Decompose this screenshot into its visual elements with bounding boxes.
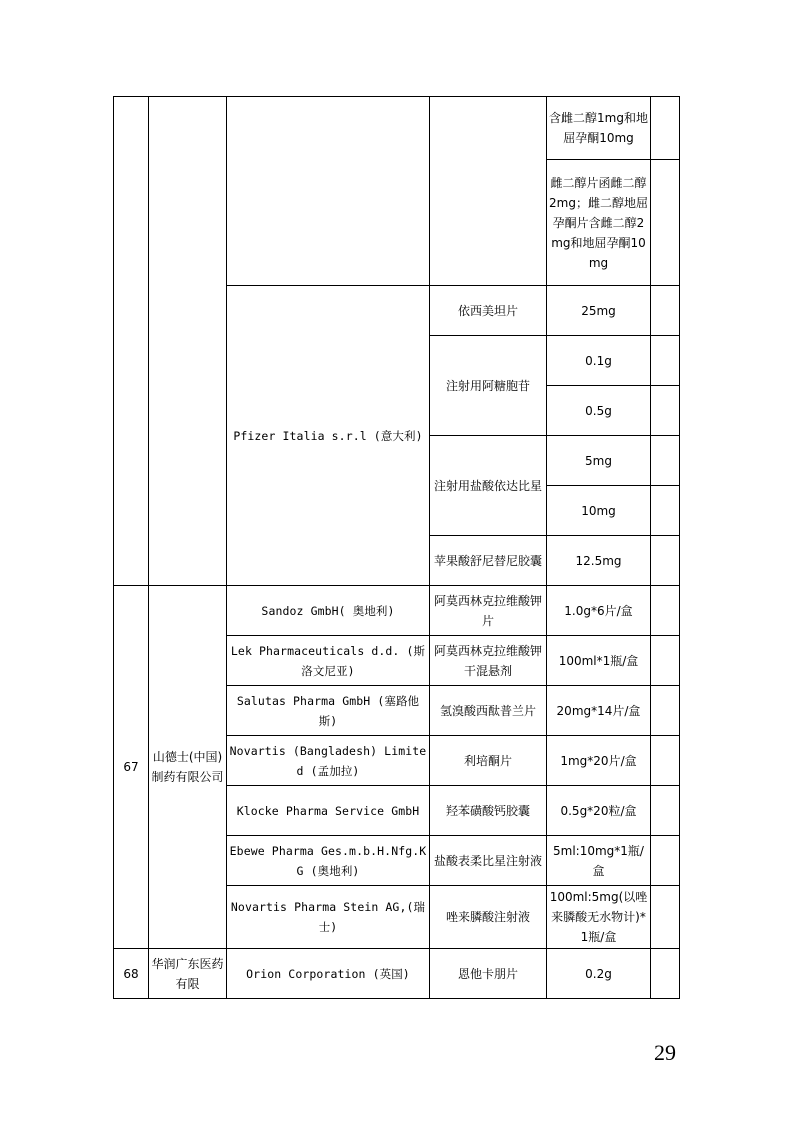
manufacturer-cell: Ebewe Pharma Ges.m.b.H.Nfg.KG (奥地利) <box>227 836 430 886</box>
product-cell <box>430 97 547 286</box>
remark-cell <box>651 336 680 386</box>
product-cell: 氢溴酸西酞普兰片 <box>430 686 547 736</box>
manufacturer-cell: Novartis (Bangladesh) Limited (孟加拉) <box>227 736 430 786</box>
remark-cell <box>651 949 680 999</box>
spec-cell: 1mg*20片/盒 <box>547 736 651 786</box>
remark-cell <box>651 586 680 636</box>
remark-cell <box>651 486 680 536</box>
product-cell: 恩他卡朋片 <box>430 949 547 999</box>
product-cell: 注射用盐酸依达比星 <box>430 436 547 536</box>
company-cell <box>149 97 227 586</box>
spec-cell: 12.5mg <box>547 536 651 586</box>
remark-cell <box>651 536 680 586</box>
spec-cell: 100ml*1瓶/盒 <box>547 636 651 686</box>
product-cell: 盐酸表柔比星注射液 <box>430 836 547 886</box>
remark-cell <box>651 97 680 160</box>
manufacturer-cell: Lek Pharmaceuticals d.d. (斯洛文尼亚) <box>227 636 430 686</box>
spec-cell: 5ml:10mg*1瓶/盒 <box>547 836 651 886</box>
product-cell: 唑来膦酸注射液 <box>430 886 547 949</box>
product-cell: 依西美坦片 <box>430 286 547 336</box>
manufacturer-cell: Sandoz GmbH( 奥地利) <box>227 586 430 636</box>
spec-cell: 0.5g <box>547 386 651 436</box>
company-cell: 山德士(中国)制药有限公司 <box>149 586 227 949</box>
product-cell: 羟苯磺酸钙胶囊 <box>430 786 547 836</box>
remark-cell <box>651 636 680 686</box>
manufacturer-cell: Novartis Pharma Stein AG,(瑞士) <box>227 886 430 949</box>
remark-cell <box>651 286 680 336</box>
spec-cell: 雌二醇片函雌二醇2mg；雌二醇地屈孕酮片含雌二醇2mg和地屈孕酮10mg <box>547 160 651 286</box>
remark-cell <box>651 686 680 736</box>
table-row <box>114 586 680 636</box>
remark-cell <box>651 160 680 286</box>
spec-cell: 0.1g <box>547 336 651 386</box>
product-cell: 苹果酸舒尼替尼胶囊 <box>430 536 547 586</box>
remark-cell <box>651 436 680 486</box>
product-cell: 利培酮片 <box>430 736 547 786</box>
remark-cell <box>651 836 680 886</box>
spec-cell: 100ml:5mg(以唑来膦酸无水物计)*1瓶/盒 <box>547 886 651 949</box>
table-row <box>114 97 680 160</box>
drug-list-table <box>113 96 680 999</box>
remark-cell <box>651 886 680 949</box>
product-cell: 阿莫西林克拉维酸钾片 <box>430 586 547 636</box>
remark-cell <box>651 736 680 786</box>
spec-cell: 含雌二醇1mg和地屈孕酮10mg <box>547 97 651 160</box>
number-cell: 67 <box>114 586 149 949</box>
manufacturer-cell: Salutas Pharma GmbH (塞路他斯) <box>227 686 430 736</box>
product-cell: 注射用阿糖胞苷 <box>430 336 547 436</box>
spec-cell: 25mg <box>547 286 651 336</box>
spec-cell: 5mg <box>547 436 651 486</box>
manufacturer-cell: Pfizer Italia s.r.l (意大利) <box>227 286 430 586</box>
spec-cell: 0.2g <box>547 949 651 999</box>
manufacturer-cell: Klocke Pharma Service GmbH <box>227 786 430 836</box>
product-cell: 阿莫西林克拉维酸钾干混悬剂 <box>430 636 547 686</box>
remark-cell <box>651 786 680 836</box>
number-cell <box>114 97 149 586</box>
page-number: 29 <box>654 1040 676 1065</box>
spec-cell: 1.0g*6片/盒 <box>547 586 651 636</box>
manufacturer-cell <box>227 97 430 286</box>
number-cell: 68 <box>114 949 149 999</box>
spec-cell: 10mg <box>547 486 651 536</box>
spec-cell: 0.5g*20粒/盒 <box>547 786 651 836</box>
company-cell: 华润广东医药有限 <box>149 949 227 999</box>
remark-cell <box>651 386 680 436</box>
table-row <box>114 949 680 999</box>
manufacturer-cell: Orion Corporation (英国) <box>227 949 430 999</box>
spec-cell: 20mg*14片/盒 <box>547 686 651 736</box>
